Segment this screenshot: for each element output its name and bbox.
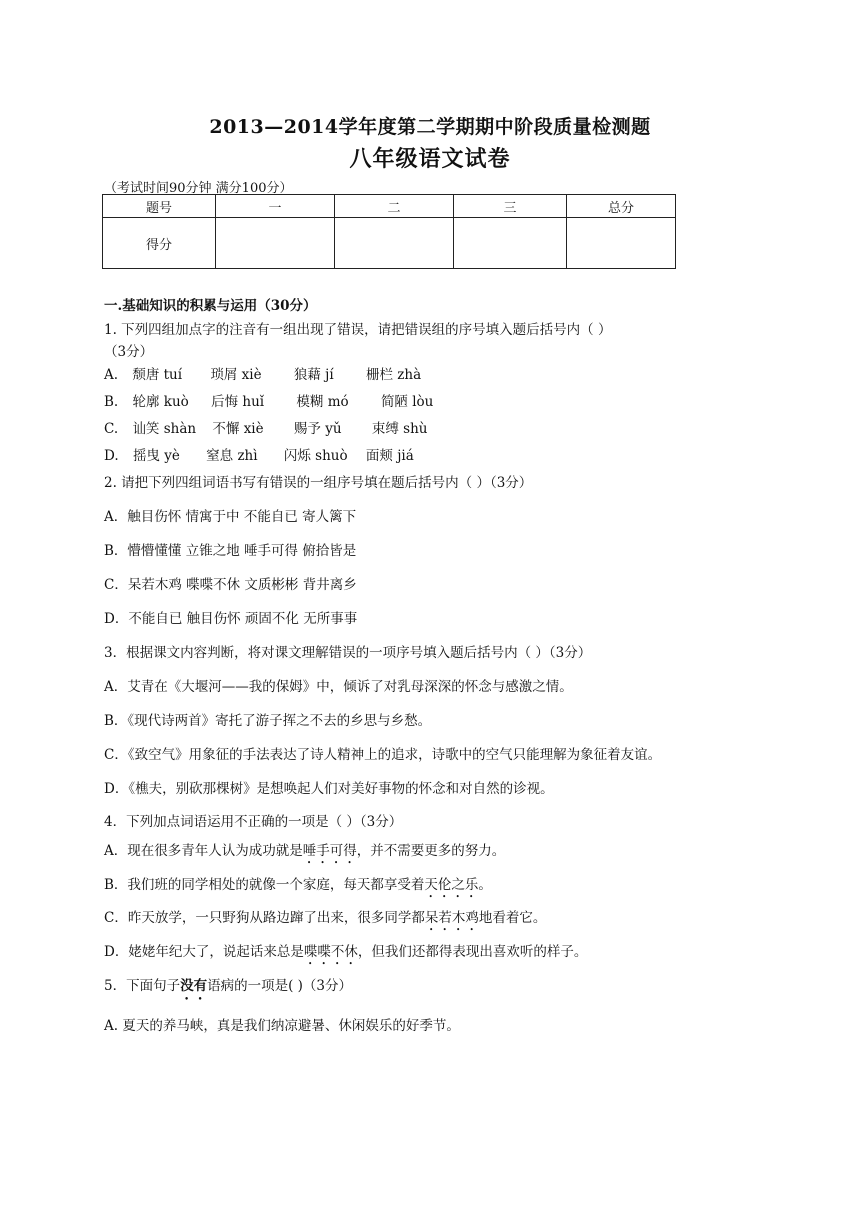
q1-option-a bbox=[104, 363, 421, 383]
q3-stem: 3．根据课文内容判断，将对课文理解错误的一项序号填入题后括号内（ ）（3分） bbox=[104, 645, 592, 661]
q2-option-a: A．触目伤怀 情寓于中 不能自已 寄人篱下 bbox=[104, 509, 357, 525]
option-text: ，并不需要更多的努力。 bbox=[356, 843, 506, 859]
score-cell[interactable] bbox=[335, 218, 454, 269]
q2-option-b: B．懵懵懂懂 立锥之地 唾手可得 俯拾皆是 bbox=[104, 543, 357, 559]
option-word: 轮廓 kuò bbox=[132, 394, 189, 410]
question-text: 语病的一项是( )（3分） bbox=[207, 978, 353, 994]
option-label: C. bbox=[104, 421, 119, 437]
option-word: 后悔 huǐ bbox=[211, 394, 265, 410]
score-cell[interactable] bbox=[454, 218, 567, 269]
score-header-cell: 一 bbox=[216, 195, 335, 218]
q5-stem bbox=[104, 974, 352, 1003]
q4-option-b bbox=[104, 873, 492, 901]
score-header-cell: 三 bbox=[454, 195, 567, 218]
score-table-header-row bbox=[103, 195, 676, 218]
exam-subtitle: 八年级语文试卷 bbox=[349, 146, 511, 172]
option-text: 地看着它。 bbox=[478, 910, 547, 926]
option-word: 简陋 lòu bbox=[380, 394, 434, 410]
option-word: 讪笑 shàn bbox=[132, 421, 197, 437]
option-word: 摇曳 yè bbox=[132, 448, 180, 464]
emphasized-word: 没有 bbox=[180, 978, 208, 994]
dotted-phrase: 喋喋不休 bbox=[303, 944, 358, 960]
dotted-phrase: 唾手可得 bbox=[302, 843, 357, 859]
dotted-phrase: 呆若木鸡 bbox=[424, 910, 479, 926]
exam-note: （考试时间90分钟 满分100分） bbox=[104, 181, 293, 196]
score-row-label: 得分 bbox=[103, 218, 216, 269]
option-word: 束缚 shù bbox=[371, 421, 428, 437]
q4-option-a bbox=[104, 839, 505, 867]
q3-option-d: D．《樵夫，别砍那棵树》是想唤起人们对美好事物的怀念和对自然的诊视。 bbox=[104, 781, 554, 797]
q4-stem: 4．下列加点词语运用不正确的一项是（ ）（3分） bbox=[104, 814, 403, 830]
q1-points: （3分） bbox=[104, 344, 154, 360]
option-word: 颓唐 tuí bbox=[132, 367, 183, 383]
q2-option-c: C．呆若木鸡 喋喋不休 文质彬彬 背井离乡 bbox=[104, 577, 357, 593]
option-word: 狼藉 jí bbox=[293, 367, 334, 383]
option-label: D. bbox=[104, 448, 119, 464]
q4-option-d bbox=[104, 940, 587, 968]
option-word: 赐予 yǔ bbox=[293, 421, 342, 437]
q1-option-c bbox=[104, 417, 427, 437]
q3-option-b: B．《现代诗两首》寄托了游子挥之不去的乡思与乡愁。 bbox=[104, 713, 432, 729]
score-header-cell: 二 bbox=[335, 195, 454, 218]
option-word: 不懈 xiè bbox=[212, 421, 264, 437]
option-label: A. bbox=[104, 367, 119, 383]
score-cell[interactable] bbox=[567, 218, 676, 269]
section-title: 一.基础知识的积累与运用（30分） bbox=[104, 298, 317, 314]
q1-option-b bbox=[104, 390, 433, 410]
dotted-phrase: 天伦之乐 bbox=[424, 877, 479, 893]
q2-stem: 2. 请把下列四组词语书写有错误的一组序号填在题后括号内（ ）（3分） bbox=[104, 475, 533, 491]
option-text: B．我们班的同学相处的就像一个家庭，每天都享受着 bbox=[104, 877, 425, 893]
option-word: 模糊 mó bbox=[296, 394, 349, 410]
option-word: 窒息 zhì bbox=[206, 448, 258, 464]
option-word: 面颊 jiá bbox=[365, 448, 414, 464]
q5-option-a: A. 夏天的养马峡，真是我们纳凉避暑、休闲娱乐的好季节。 bbox=[104, 1018, 460, 1034]
option-word: 闪烁 shuò bbox=[283, 448, 348, 464]
q1-option-d bbox=[104, 444, 414, 464]
option-word: 琐屑 xiè bbox=[210, 367, 262, 383]
q4-option-c bbox=[104, 906, 546, 934]
option-label: B. bbox=[104, 394, 119, 410]
option-text: ，但我们还都得表现出喜欢听的样子。 bbox=[357, 944, 588, 960]
option-word: 栅栏 zhà bbox=[365, 367, 422, 383]
exam-title: 2013—2014学年度第二学期期中阶段质量检测题 bbox=[209, 116, 651, 138]
score-table-row bbox=[103, 218, 676, 269]
question-text: 5．下面句子 bbox=[104, 978, 181, 994]
q2-option-d: D．不能自已 触目伤怀 顽固不化 无所事事 bbox=[104, 611, 358, 627]
q1-stem: 1. 下列四组加点字的注音有一组出现了错误，请把错误组的序号填入题后括号内（ ） bbox=[104, 322, 612, 338]
score-header-cell: 总分 bbox=[567, 195, 676, 218]
option-text: D．姥姥年纪大了，说起话来总是 bbox=[104, 944, 304, 960]
score-table bbox=[102, 194, 676, 269]
option-text: C．昨天放学，一只野狗从路边蹿了出来，很多同学都 bbox=[104, 910, 425, 926]
score-header-cell: 题号 bbox=[103, 195, 216, 218]
option-text: A．现在很多青年人认为成功就是 bbox=[104, 843, 303, 859]
score-cell[interactable] bbox=[216, 218, 335, 269]
q3-option-c: C．《致空气》用象征的手法表达了诗人精神上的追求，诗歌中的空气只能理解为象征着友谊。 bbox=[104, 747, 662, 763]
q3-option-a: A．艾青在《大堰河——我的保姆》中，倾诉了对乳母深深的怀念与感激之情。 bbox=[104, 679, 573, 695]
option-text: 。 bbox=[478, 877, 492, 893]
